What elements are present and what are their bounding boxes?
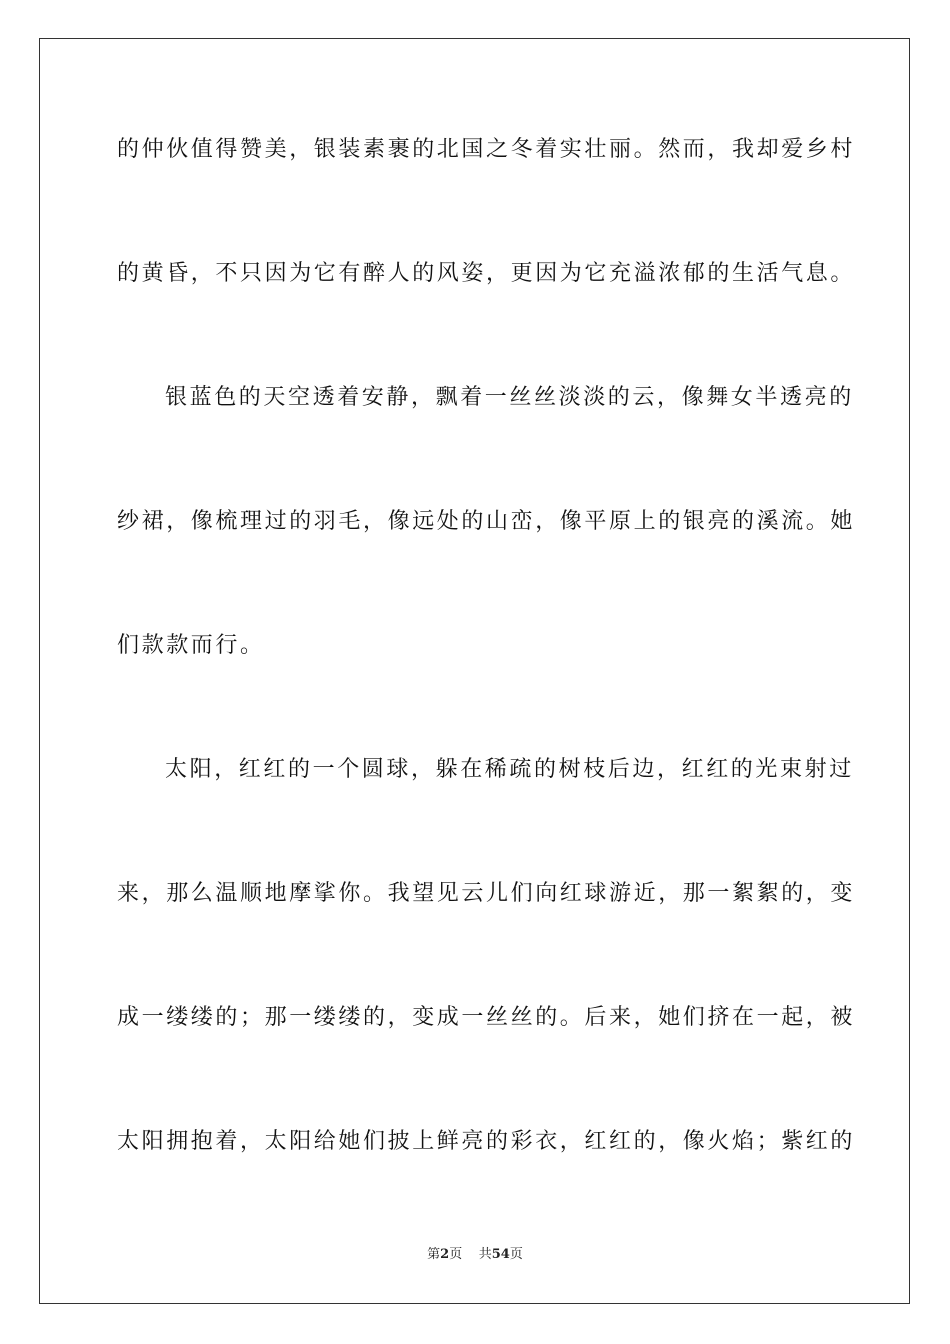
text-line-8: 成一缕缕的；那一缕缕的，变成一丝丝的。后来，她们挤在一起，被 bbox=[117, 1005, 856, 1030]
text-line-4: 纱裙，像梳理过的羽毛，像远处的山峦，像平原上的银亮的溪流。她 bbox=[117, 509, 856, 534]
text-line-5: 们款款而行。 bbox=[117, 633, 265, 658]
total-label-prefix: 共 bbox=[478, 1247, 492, 1262]
total-label-suffix: 页 bbox=[509, 1247, 523, 1262]
page-footer bbox=[0, 1246, 950, 1264]
text-line-6: 太阳，红红的一个圆球，躲在稀疏的树枝后边，红红的光束射过 bbox=[165, 757, 854, 782]
text-line-3: 银蓝色的天空透着安静，飘着一丝丝淡淡的云，像舞女半透亮的 bbox=[165, 385, 854, 410]
total-pages: 54 bbox=[491, 1247, 510, 1262]
text-line-1: 的仲伙值得赞美，银装素裹的北国之冬着实壮丽。然而，我却爱乡村 bbox=[117, 137, 856, 162]
page-label-suffix: 页 bbox=[449, 1247, 463, 1262]
text-line-9: 太阳拥抱着，太阳给她们披上鲜亮的彩衣，红红的，像火焰；紫红的 bbox=[117, 1129, 856, 1154]
text-line-2: 的黄昏，不只因为它有醉人的风姿，更因为它充溢浓郁的生活气息。 bbox=[117, 261, 856, 286]
page-number: 2 bbox=[440, 1247, 450, 1262]
text-line-7: 来，那么温顺地摩挲你。我望见云儿们向红球游近，那一絮絮的，变 bbox=[117, 881, 856, 906]
page-frame bbox=[39, 38, 910, 1304]
page-label-prefix: 第 bbox=[427, 1247, 441, 1262]
